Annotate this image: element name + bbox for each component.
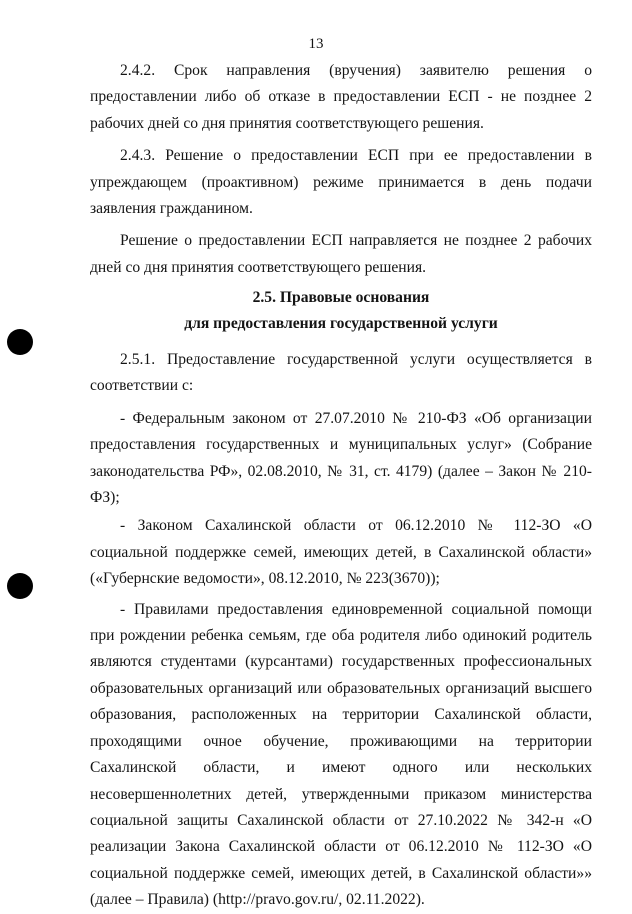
paragraph-2-5-1: 2.5.1. Предоставление государственной услуги осуществляется в соответствии с:: [90, 351, 592, 395]
section-heading-2-5: [90, 285, 592, 337]
section-2-4-block: [90, 58, 592, 281]
list-item-rules: - Правилами предоставления единовременной социальной помощи при рождении ребенка семьям, где оба родителя либо одинокий родитель являются студентами (курсантами) государственных профессиональных образовательных организаций или образовательных организаций высшего образования, расположенных на территории Сахалинской области, проходящими очное обучение, проживающими на территории Сахалинской области, и имеют одного или нескольких несовершеннолетних детей, утвержденными приказом министерства социальной защиты Сахалинской области от 27.10.2022 № 342-н «О реализации Закона Сахалинской области от 06.12.2010 № 112-ЗО «О социальной поддержке семей, имеющих детей, в Сахалинской области»» (далее – Правила) (http://pravo.gov.ru/, 02.11.2022).: [90, 600, 592, 909]
binder-hole: [7, 329, 33, 355]
section-2-5-block: [90, 347, 592, 914]
binder-hole: [7, 573, 33, 599]
heading-line-2: для предоставления государственной услуги: [184, 315, 498, 332]
page-number: 13: [308, 36, 324, 52]
list-item-regional-law: - Законом Сахалинской области от 06.12.2010 № 112-ЗО «О социальной поддержке семей, имеющих детей, в Сахалинской области» («Губернские ведомости», 08.12.2010, № 223(3670));: [90, 517, 592, 588]
heading-line-1: 2.5. Правовые основания: [252, 289, 430, 306]
paragraph-2-4-3: 2.4.3. Решение о предоставлении ЕСП при ее предоставлении в упреждающем (проактивном) режиме принимается в день подачи заявления гражданином.: [90, 147, 592, 218]
paragraph-decision-timing: Решение о предоставлении ЕСП направляется не позднее 2 рабочих дней со дня принятия соответствующего решения.: [90, 232, 592, 276]
paragraph-2-4-2: 2.4.2. Срок направления (вручения) заявителю решения о предоставлении либо об отказе в предоставлении ЕСП - не позднее 2 рабочих дней со дня принятия соответствующего решения.: [90, 62, 592, 132]
list-item-federal-law: - Федеральным законом от 27.07.2010 № 210-ФЗ «Об организации предоставления государственных и муниципальных услуг» (Собрание законодательства РФ», 02.08.2010, № 31, ст. 4179) (далее – Закон № 210-ФЗ);: [90, 409, 592, 507]
